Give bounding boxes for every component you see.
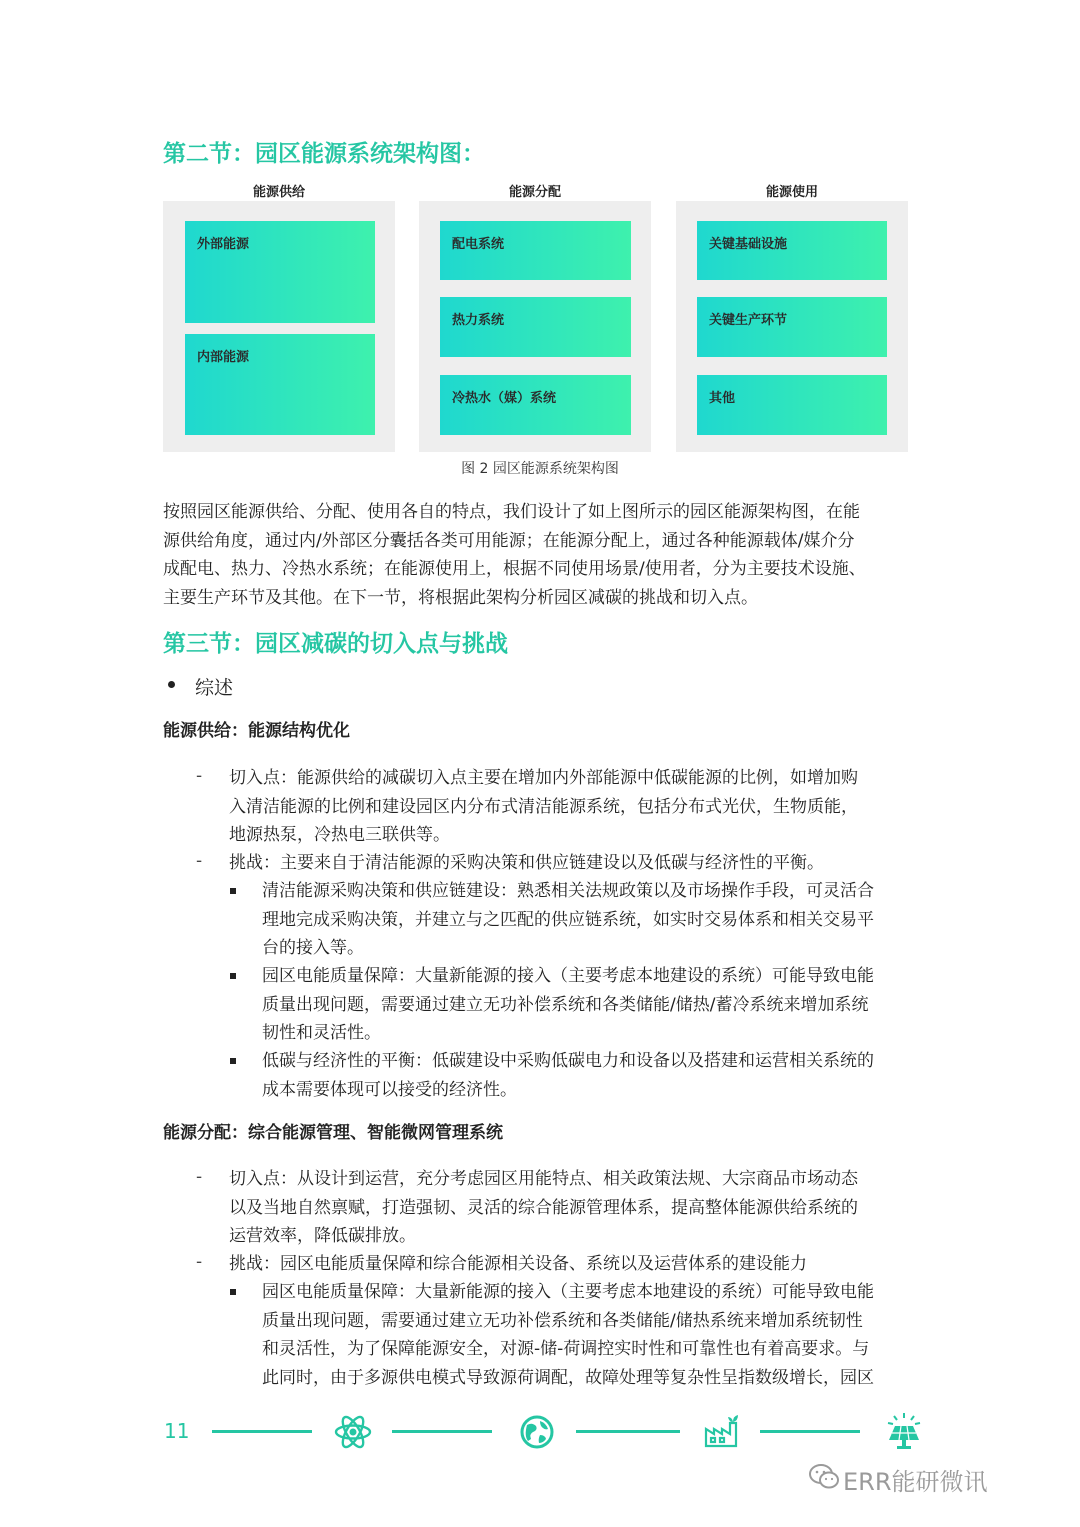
figure-caption: 图 2 园区能源系统架构图 [461,461,619,477]
diagram-box-other: 其他 [697,375,887,435]
section-3-heading: 第三节：园区减碳的切入点与挑战 [163,631,508,657]
sub-item-line: 园区电能质量保障：大量新能源的接入（主要考虑本地建设的系统）可能导致电能 [262,966,874,986]
diagram-box-heat-system: 热力系统 [440,297,631,357]
supply-sub-item-power-quality [262,962,874,1048]
column-title-supply: 能源供给 [252,185,305,200]
bullet-dot-icon [168,681,175,688]
sub-item-line: 和灵活性，为了保障能源安全，对源-储-荷调控实时性和可靠性也有着高要求。与 [262,1339,870,1359]
square-bullet-icon [230,973,236,979]
intro-line: 主要生产环节及其他。在下一节，将根据此架构分析园区减碳的挑战和切入点。 [163,587,758,608]
sub-item-line: 台的接入等。 [262,938,364,958]
distribution-challenge [229,1250,807,1279]
supply-panel [163,201,395,452]
footer-divider [392,1430,492,1433]
sub-item-line: 清洁能源采购决策和供应链建设：熟悉相关法规政策以及市场操作手段，可灵活合 [262,881,874,901]
intro-paragraph [163,498,923,612]
dash-marker: - [196,851,203,871]
square-bullet-icon [230,888,236,894]
dash-marker: - [196,1252,203,1272]
wechat-icon [808,1463,840,1491]
supply-heading: 能源供给：能源结构优化 [163,721,350,741]
supply-sub-item-procurement [262,877,874,963]
supply-challenge-line: 挑战：主要来自于清洁能源的采购决策和供应链建设以及低碳与经济性的平衡。 [229,853,824,873]
footer-divider [212,1430,312,1433]
watermark-text: ERR能研微讯 [843,1468,988,1496]
sub-item-line: 园区电能质量保障：大量新能源的接入（主要考虑本地建设的系统）可能导致电能 [262,1282,874,1302]
diagram-box-power-system: 配电系统 [440,221,631,280]
footer-divider [760,1430,860,1433]
usage-panel [676,201,908,452]
solar-panel-icon [884,1411,924,1451]
sub-item-line: 质量出现问题，需要通过建立无功补偿系统和各类储能/储热系统来增加系统韧性 [262,1310,863,1331]
diagram-box-chilled-water-system: 冷热水（媒）系统 [440,375,631,435]
distribution-entry-point [229,1165,858,1251]
page-number: 11 [164,1419,190,1443]
factory-plant-icon [703,1413,741,1449]
supply-entry-line: 地源热泵，冷热电三联供等。 [229,825,450,845]
atom-icon [333,1413,373,1451]
section-2-heading: 第二节：园区能源系统架构图： [163,141,485,167]
square-bullet-icon [230,1058,236,1064]
supply-challenge [229,849,824,878]
intro-line: 按照园区能源供给、分配、使用各自的特点，我们设计了如上图所示的园区能源架构图，在能 [163,502,860,522]
square-bullet-icon [230,1289,236,1295]
diagram-box-key-production: 关键生产环节 [697,297,887,357]
supply-entry-line: 切入点：能源供给的减碳切入点主要在增加内外部能源中低碳能源的比例，如增加购 [229,768,858,788]
sub-item-line: 成本需要体现可以接受的经济性。 [262,1079,517,1100]
distribution-panel [419,201,651,452]
supply-entry-point [229,764,858,850]
diagram-box-external-energy: 外部能源 [185,221,375,323]
dash-marker: - [196,766,203,786]
distribution-challenge-line: 挑战：园区电能质量保障和综合能源相关设备、系统以及运营体系的建设能力 [229,1254,807,1274]
column-title-distribution: 能源分配 [508,185,561,200]
column-title-usage: 能源使用 [765,185,818,200]
distribution-heading: 能源分配：综合能源管理、智能微网管理系统 [163,1123,503,1143]
footer-divider [576,1430,680,1433]
intro-line: 成配电、热力、冷热水系统；在能源使用上，根据不同使用场景/使用者，分为主要技术设施、 [163,559,866,579]
supply-sub-item-economics [262,1047,874,1104]
distribution-entry-line: 以及当地自然禀赋，打造强韧、灵活的综合能源管理体系，提高整体能源供给系统的 [229,1197,858,1218]
sub-item-line: 低碳与经济性的平衡：低碳建设中采购低碳电力和设备以及搭建和运营相关系统的 [262,1051,874,1071]
globe-icon [518,1413,556,1451]
dash-marker: - [196,1167,203,1187]
sub-item-line: 此同时，由于多源供电模式导致源荷调配，故障处理等复杂性呈指数级增长，园区 [262,1367,874,1388]
intro-line: 源供给角度，通过内/外部区分囊括各类可用能源；在能源分配上，通过各种能源载体/媒介分 [163,530,855,551]
distribution-sub-item-power-quality [262,1278,874,1392]
sub-item-line: 理地完成采购决策，并建立与之匹配的供应链系统，如实时交易体系和相关交易平 [262,909,874,930]
diagram-box-internal-energy: 内部能源 [185,334,375,435]
sub-item-line: 韧性和灵活性。 [262,1023,381,1043]
overview-bullet: 综述 [195,677,234,699]
sub-item-line: 质量出现问题，需要通过建立无功补偿系统和各类储能/储热/蓄冷系统来增加系统 [262,994,869,1015]
supply-entry-line: 入清洁能源的比例和建设园区内分布式清洁能源系统，包括分布式光伏，生物质能， [229,796,858,817]
distribution-entry-line: 切入点：从设计到运营，充分考虑园区用能特点、相关政策法规、大宗商品市场动态 [229,1169,858,1189]
diagram-box-key-infrastructure: 关键基础设施 [697,221,887,280]
distribution-entry-line: 运营效率，降低碳排放。 [229,1226,416,1246]
